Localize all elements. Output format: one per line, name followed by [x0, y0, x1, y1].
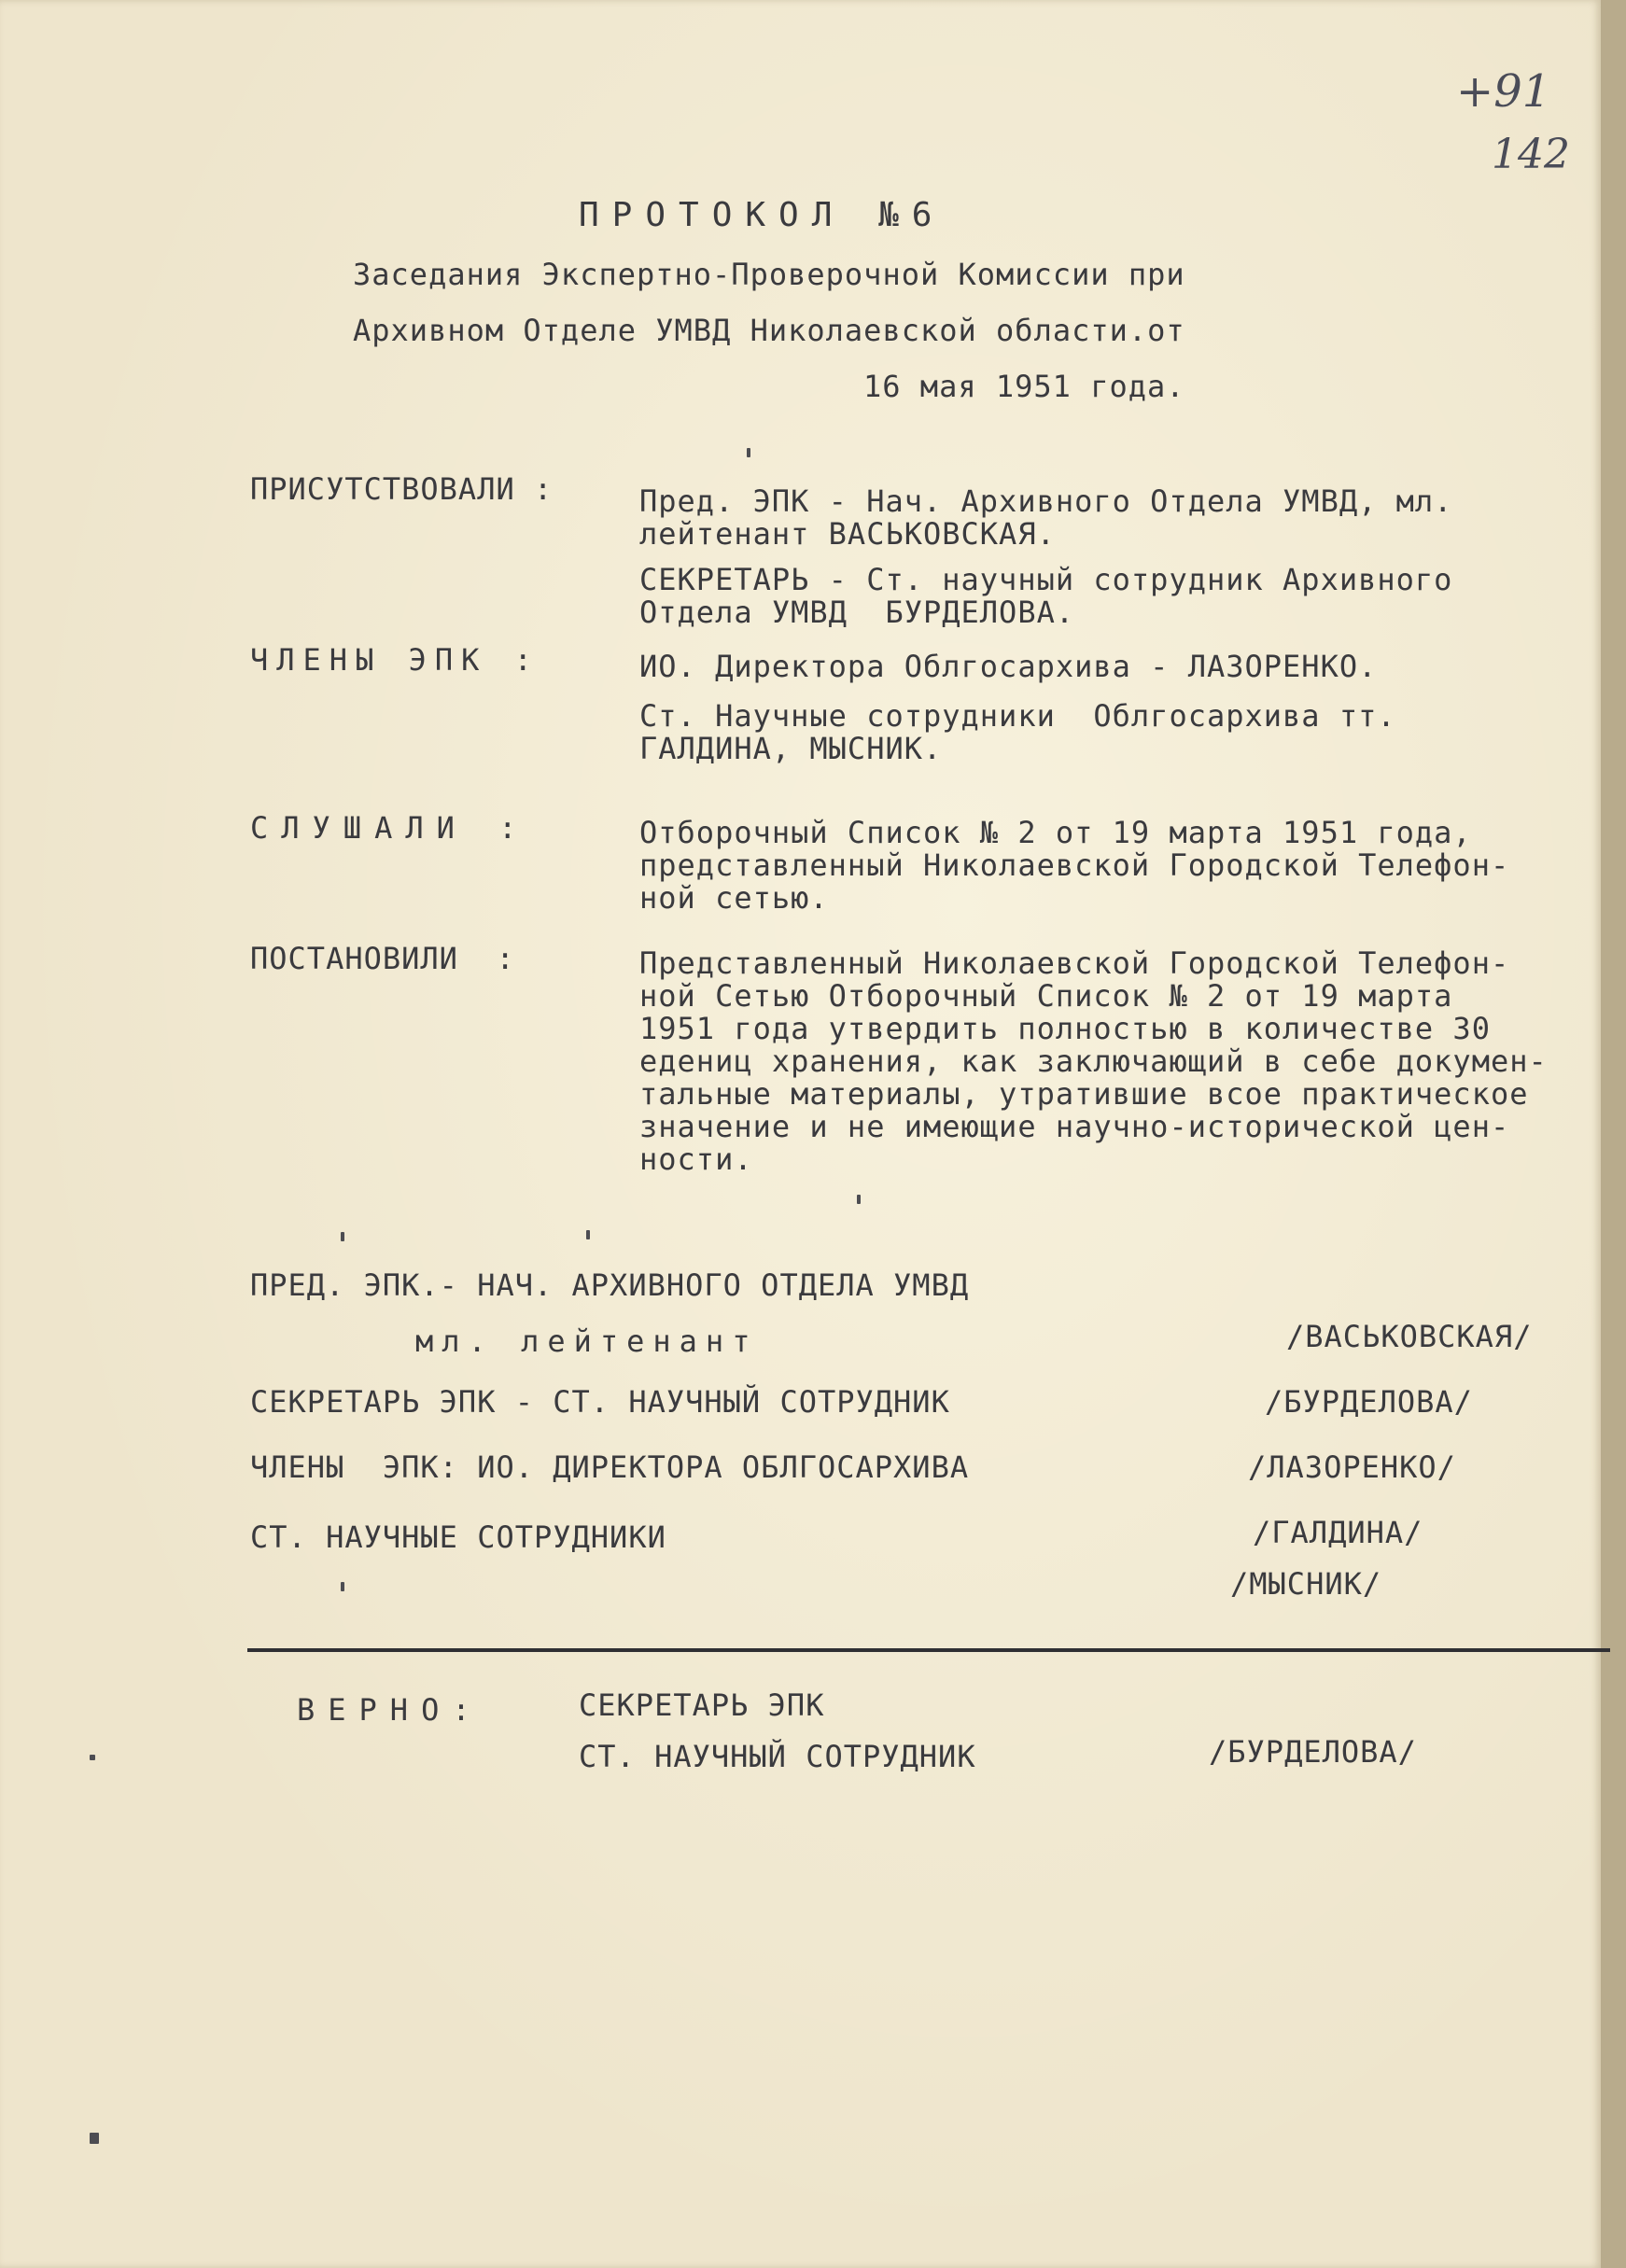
resolved-line-2: ной Сетью Отборочный Список № 2 от 19 марта: [639, 978, 1453, 1014]
members-line-2: Ст. Научные сотрудники Облгосархива тт.: [639, 698, 1396, 734]
present-secretary-line-2: Отдела УМВД БУРДЕЛОВА.: [639, 595, 1075, 630]
signature-role-rank: мл. лейтенант: [415, 1323, 759, 1359]
signature-role-researchers: СТ. НАУЧНЫЕ СОТРУДНИКИ: [250, 1519, 666, 1555]
header-line-3: 16 мая 1951 года.: [863, 369, 1185, 404]
signature-name-mysnik: /МЫСНИК/: [1230, 1566, 1382, 1602]
present-chair-line-1: Пред. ЭПК - Нач. Архивного Отдела УМВД, мл.: [639, 483, 1453, 519]
members-line-3: ГАЛДИНА, МЫСНИК.: [639, 731, 943, 766]
ink-speck: [90, 1755, 95, 1760]
resolved-line-6: значение и не имеющие научно-исторической цен-: [639, 1109, 1510, 1144]
ink-speck: [341, 1582, 344, 1591]
resolved-line-1: Представленный Николаевской Городской Телефон-: [639, 945, 1510, 981]
ink-speck: [747, 448, 750, 457]
archive-number-2: 142: [1492, 131, 1570, 178]
label-heard: СЛУШАЛИ :: [250, 810, 530, 846]
heard-line-1: Отборочный Список № 2 от 19 марта 1951 года,: [639, 815, 1472, 850]
certification-line-1: СЕКРЕТАРЬ ЭПК: [579, 1687, 825, 1723]
signature-role-members: ЧЛЕНЫ ЭПК: ИО. ДИРЕКТОРА ОБЛГОСАРХИВА: [250, 1449, 970, 1485]
members-line-1: ИО. Директора Облгосархива - ЛАЗОРЕНКО.: [639, 649, 1378, 684]
page-edge: [1601, 0, 1626, 2268]
resolved-line-5: тальные материалы, утратившие всое практическое: [639, 1076, 1529, 1112]
signature-role-secretary: СЕКРЕТАРЬ ЭПК - СТ. НАУЧНЫЙ СОТРУДНИК: [250, 1384, 950, 1420]
header-line-1: Заседания Экспертно-Проверочной Комиссии при: [353, 257, 1185, 292]
signature-name-lazorenko: /ЛАЗОРЕНКО/: [1248, 1449, 1456, 1485]
heard-line-2: представленный Николаевской Городской Телефон-: [639, 847, 1510, 883]
archive-number-1: +91: [1456, 65, 1551, 118]
certification-line-2: СТ. НАУЧНЫЙ СОТРУДНИК: [579, 1739, 976, 1774]
present-chair-line-2: лейтенант ВАСЬКОВСКАЯ.: [639, 516, 1056, 552]
signature-name-galdina: /ГАЛДИНА/: [1253, 1515, 1423, 1550]
header-line-2: Архивном Отделе УМВД Николаевской области.от: [353, 313, 1185, 348]
document-title: ПРОТОКОЛ №6: [579, 196, 946, 234]
resolved-line-3: 1951 года утвердить полностью в количестве 30: [639, 1011, 1491, 1046]
heard-line-3: ной сетью.: [639, 880, 829, 916]
label-resolved: ПОСТАНОВИЛИ :: [250, 941, 515, 976]
certification-label: ВЕРНО:: [297, 1692, 484, 1728]
signature-name-vaskovskaya: /ВАСЬКОВСКАЯ/: [1286, 1319, 1533, 1354]
resolved-line-4: едениц хранения, как заключающий в себе докумен-: [639, 1043, 1548, 1079]
certification-name: /БУРДЕЛОВА/: [1209, 1734, 1417, 1770]
ink-speck: [341, 1232, 344, 1241]
ink-speck: [857, 1195, 861, 1204]
resolved-line-7: ности.: [639, 1141, 753, 1177]
present-secretary-line-1: СЕКРЕТАРЬ - Ст. научный сотрудник Архивного: [639, 562, 1453, 597]
signature-role-chair: ПРЕД. ЭПК.- НАЧ. АРХИВНОГО ОТДЕЛА УМВД: [250, 1267, 970, 1303]
divider-line: [247, 1648, 1610, 1652]
label-present: ПРИСУТСТВОВАЛИ :: [250, 471, 554, 507]
ink-speck: [90, 2133, 99, 2144]
label-members: ЧЛЕНЫ ЭПК :: [250, 642, 540, 678]
signature-name-burdelova: /БУРДЕЛОВА/: [1265, 1384, 1473, 1420]
ink-speck: [586, 1230, 590, 1239]
